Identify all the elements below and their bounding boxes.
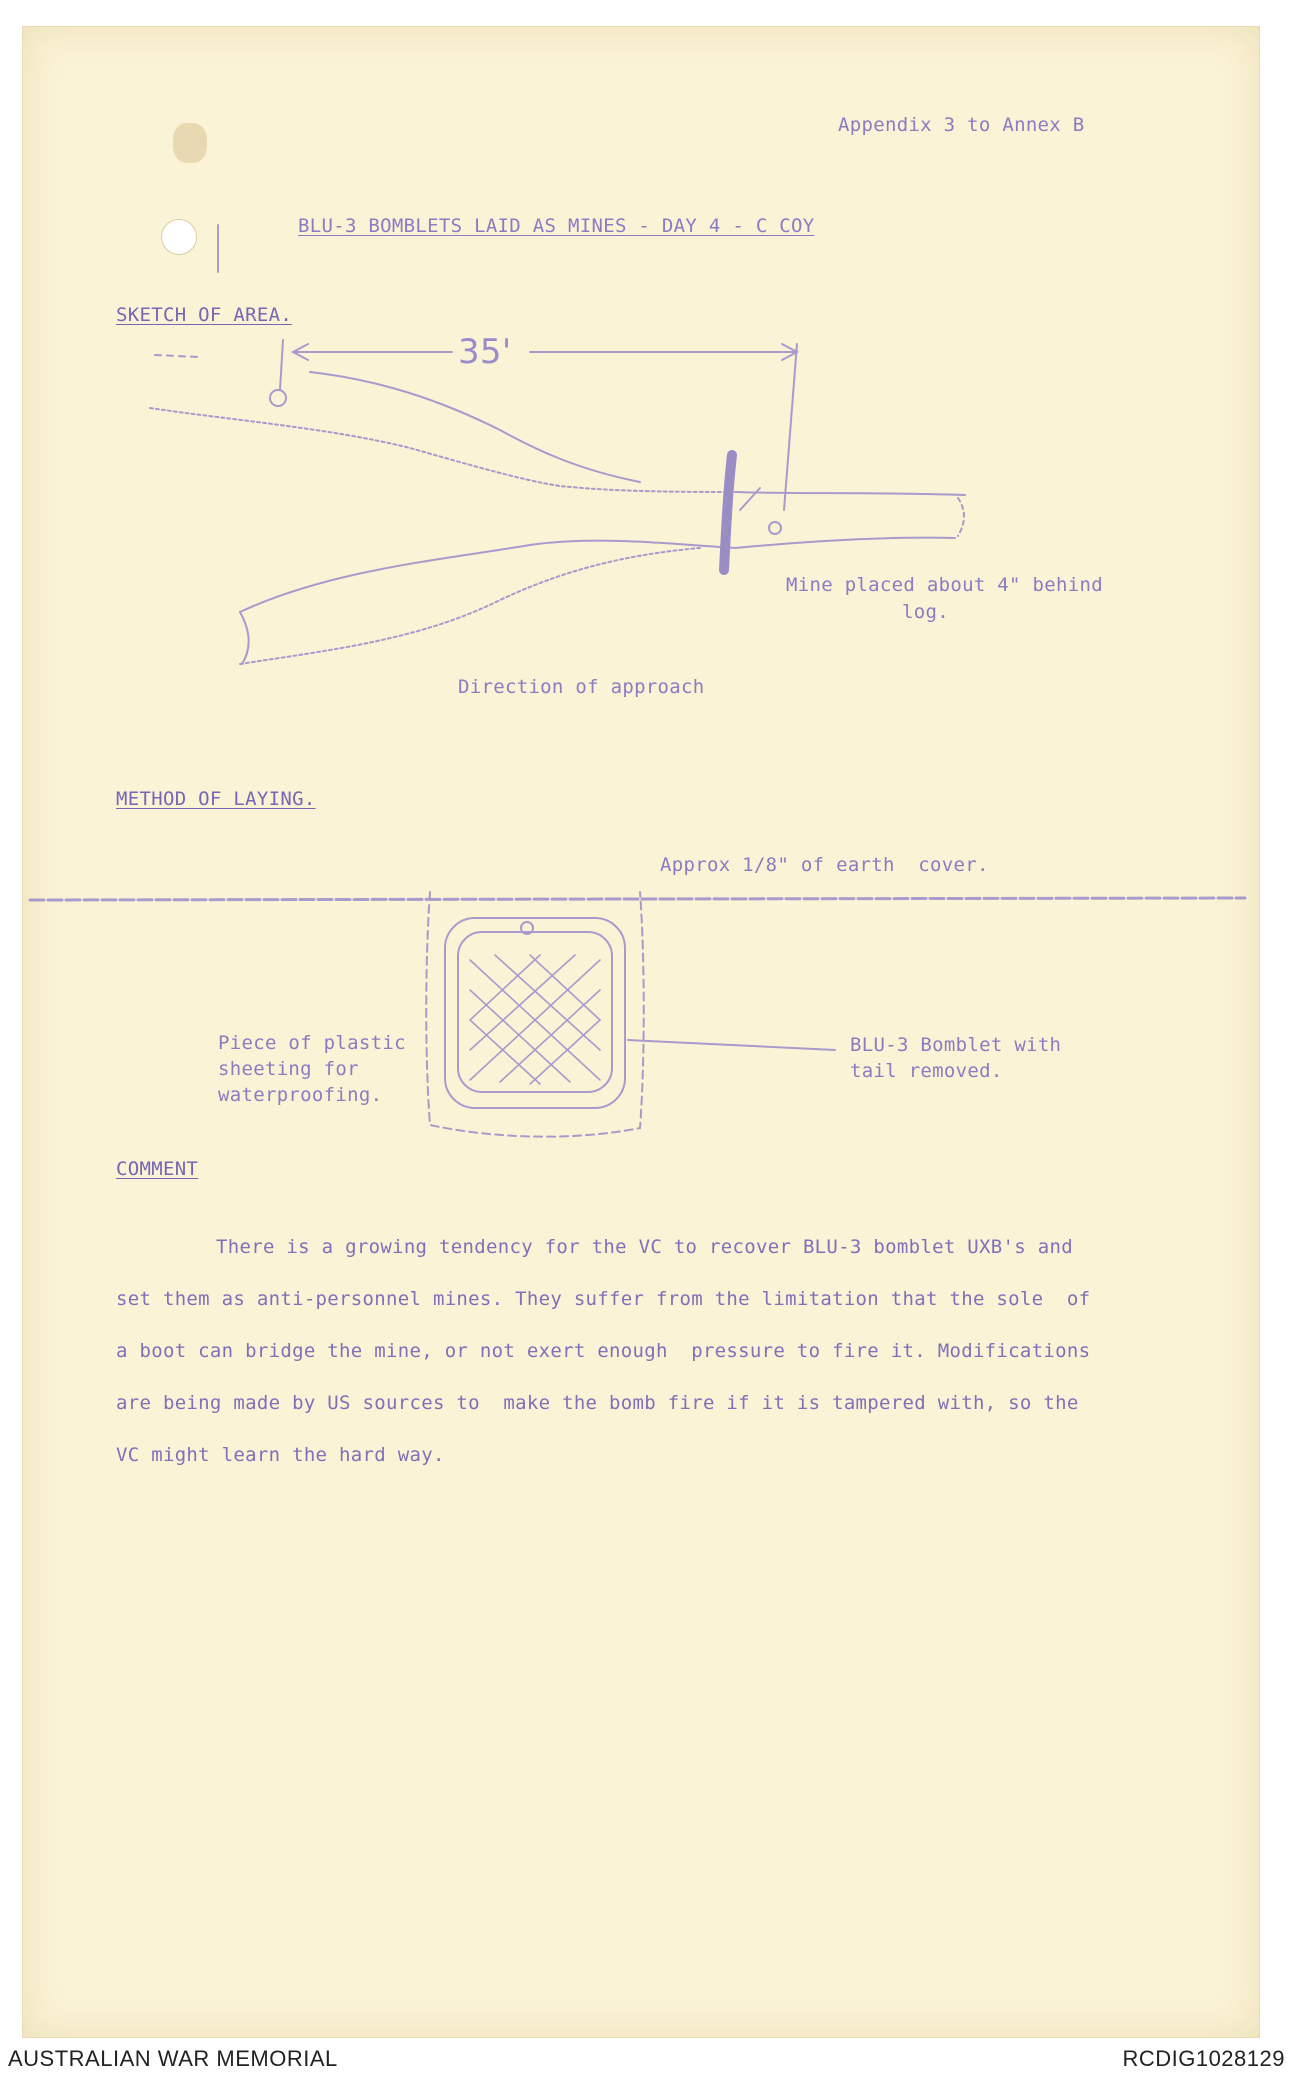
comment-line: VC might learn the hard way. (116, 1444, 445, 1466)
sketch-heading: SKETCH OF AREA. (116, 304, 293, 326)
distance-label: 35' (458, 332, 512, 372)
mine-circle (769, 522, 781, 534)
left-edge-dash (155, 355, 200, 357)
comment-heading: COMMENT (116, 1158, 199, 1180)
mine-note-line1: Mine placed about 4" behind (786, 574, 1103, 596)
track-lower-inner (240, 548, 700, 664)
plastic-label-line1: Piece of plastic (218, 1032, 406, 1054)
footer-id: RCDIG1028129 (1122, 2046, 1285, 2071)
mine-note-line2: log. (902, 601, 949, 623)
track-lower-end (240, 612, 249, 664)
bomblet-label-line1: BLU-3 Bomblet with (850, 1034, 1062, 1056)
approach-label: Direction of approach (458, 676, 705, 698)
comment-paragraph (116, 1208, 1090, 1494)
comment-line: are being made by US sources to make the bomb fire if it is tampered with, so the (116, 1392, 1079, 1414)
track-right-end (958, 498, 964, 536)
track-upper-left (150, 408, 735, 492)
log (724, 455, 732, 570)
left-post (280, 340, 283, 390)
plastic-label-line2: sheeting for (218, 1058, 359, 1080)
page-title: BLU-3 BOMBLETS LAID AS MINES - DAY 4 - C COY (298, 215, 815, 237)
track-lower-outer (240, 541, 735, 612)
bomblet-grid (470, 955, 600, 1084)
appendix-ref: Appendix 3 to Annex B (838, 114, 1085, 136)
plastic-label-line3: waterproofing. (218, 1084, 383, 1106)
track-right-bottom (735, 538, 955, 548)
left-marker-circle (270, 390, 286, 406)
cover-label: Approx 1/8" of earth cover. (660, 854, 989, 876)
bomblet-label-line2: tail removed. (850, 1060, 1003, 1082)
ground-line (30, 898, 1245, 900)
bomblet-pointer-line (628, 1040, 835, 1050)
right-vertical-line (784, 344, 797, 510)
comment-line: a boot can bridge the mine, or not exert enough pressure to fire it. Modifications (116, 1340, 1091, 1362)
comment-line: There is a growing tendency for the VC to recover BLU-3 bomblet UXB's and (216, 1236, 1073, 1258)
track-right-top (735, 492, 965, 495)
comment-line: set them as anti-personnel mines. They suffer from the limitation that the sole of (116, 1288, 1091, 1310)
method-heading: METHOD OF LAYING. (116, 788, 316, 810)
bomblet-inner (458, 932, 612, 1092)
footer-source: AUSTRALIAN WAR MEMORIAL (8, 2046, 338, 2071)
